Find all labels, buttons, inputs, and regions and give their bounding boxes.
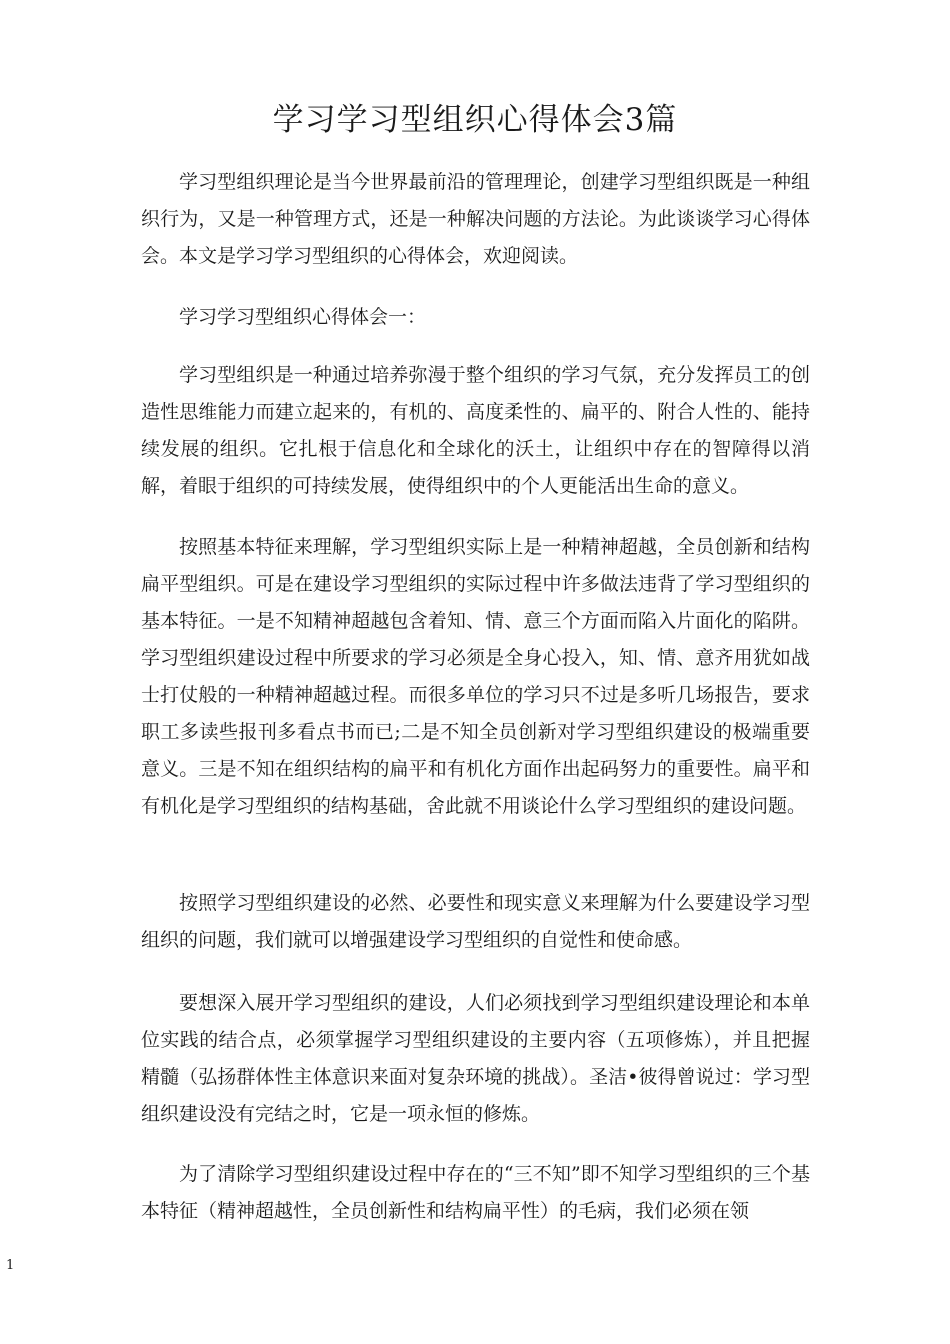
body-paragraph: 为了清除学习型组织建设过程中存在的“三不知”即不知学习型组织的三个基本特征（精神超越性，全员创新性和结构扁平性）的毛病，我们必须在领 <box>141 1163 810 1222</box>
body-paragraph: 按照学习型组织建设的必然、必要性和现实意义来理解为什么要建设学习型组织的问题，我们就可以增强建设学习型组织的自觉性和使命感。 <box>141 892 810 951</box>
body-paragraph: 学习型组织是一种通过培养弥漫于整个组织的学习气氛，充分发挥员工的创造性思维能力而建立起来的，有机的、高度柔性的、扁平的、附合人性的、能持续发展的组织。它扎根于信息化和全球化的沃土，让组织中存在的智障得以消解，着眼于组织的可持续发展，使得组织中的个人更能活出生命的意义。 <box>141 364 810 497</box>
section-heading: 学习学习型组织心得体会一： <box>179 306 427 328</box>
body-paragraph: 要想深入展开学习型组织的建设，人们必须找到学习型组织建设理论和本单位实践的结合点，必须掌握学习型组织建设的主要内容（五项修炼），并且把握精髓（弘扬群体性主体意识来面对复杂环境的挑战）。圣洁•彼得曾说过：学习型组织建设没有完结之时，它是一项永恒的修炼。 <box>141 992 810 1125</box>
body-paragraph: 按照基本特征来理解，学习型组织实际上是一种精神超越，全员创新和结构扁平型组织。可是在建设学习型组织的实际过程中许多做法违背了学习型组织的基本特征。一是不知精神超越包含着知、情、意三个方面而陷入片面化的陷阱。学习型组织建设过程中所要求的学习必须是全身心投入，知、情、意齐用犹如战士打仗般的一种精神超越过程。而很多单位的学习只不过是多听几场报告，要求职工多读些报刊多看点书而已;二是不知全员创新对学习型组织建设的极端重要意义。三是不知在组织结构的扁平和有机化方面作出起码努力的重要性。扁平和有机化是学习型组织的结构基础，舍此就不用谈论什么学习型组织的建设问题。 <box>141 536 810 817</box>
intro-paragraph: 学习型组织理论是当今世界最前沿的管理理论，创建学习型组织既是一种组织行为，又是一种管理方式，还是一种解决问题的方法论。为此谈谈学习心得体会。本文是学习学习型组织的心得体会，欢迎阅读。 <box>141 171 810 267</box>
page-number: 1 <box>6 1258 15 1273</box>
document-title: 学习学习型组织心得体会3篇 <box>272 102 678 138</box>
